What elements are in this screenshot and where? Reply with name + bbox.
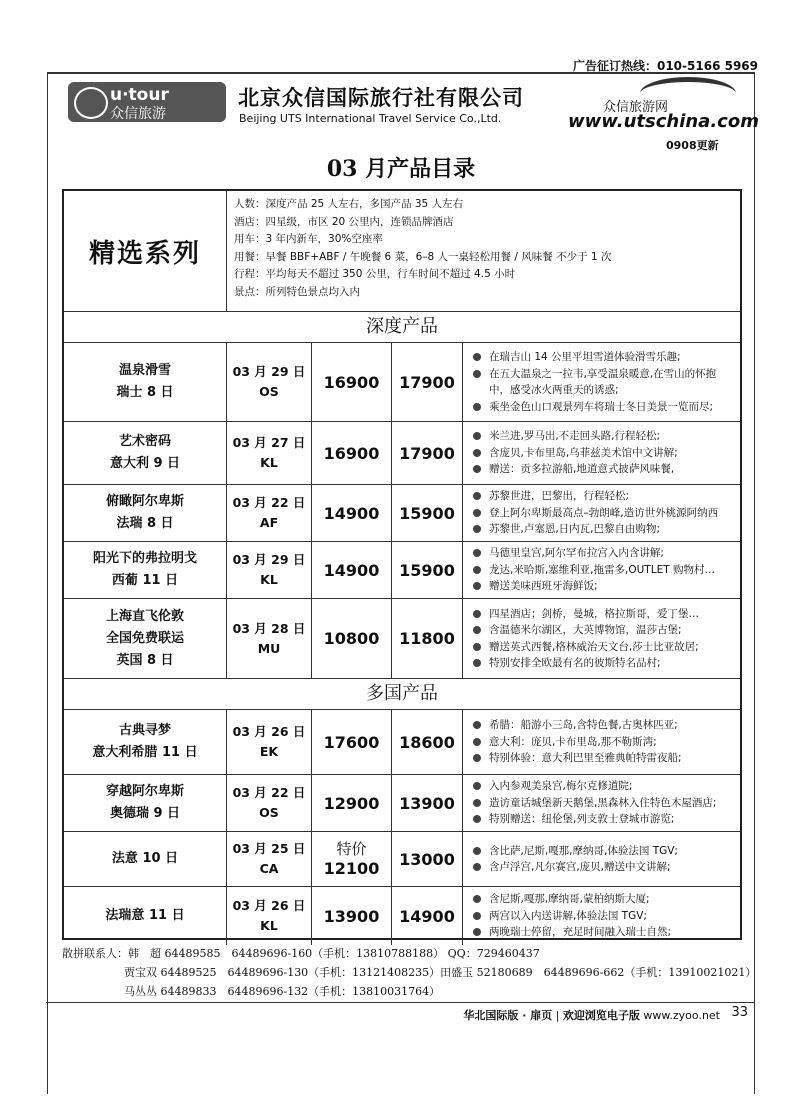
series-info [64, 191, 740, 312]
product-name-line: 温泉滑雪 [118, 363, 171, 378]
logo-text-en: u·tour [110, 85, 169, 105]
product-name-cell [64, 422, 227, 484]
price-cell [312, 485, 392, 541]
departure-cell [227, 422, 312, 484]
feature-item: 造访童话城堡新天鹅堡,黑森林入住特色木屋酒店; [469, 795, 736, 812]
footer-slogan: 欢迎浏览电子版 [562, 1009, 640, 1022]
feature-item: 含温德米尔湖区，大英博物馆，温莎古堡; [469, 622, 736, 639]
departure-date: 03 月 26 日 [232, 724, 306, 739]
series-title: 精选系列 [64, 191, 227, 311]
update-note: 0908更新 [666, 139, 719, 152]
feature-item: 希腊：船游小三岛,含特色餐,古奥林匹亚; [469, 717, 736, 734]
departure-date: 03 月 29 日 [232, 552, 306, 567]
feature-item: 龙达,米哈斯,塞维利亚,拖雷多,OUTLET 购物村… [469, 562, 736, 579]
feature-list [469, 542, 736, 598]
airline-code: CA [259, 861, 279, 876]
departure-date: 03 月 26 日 [232, 898, 306, 913]
departure-date: 03 月 27 日 [232, 435, 306, 450]
price-cell-secondary [392, 775, 463, 831]
price-secondary: 17900 [399, 443, 455, 463]
footer-divider [46, 1002, 754, 1003]
price-cell [312, 599, 392, 678]
feature-item: 米兰进,罗马出,不走回头路,行程轻松; [469, 428, 736, 445]
feature-item: 入内参观美泉宫,梅尔克修道院; [469, 778, 736, 795]
product-name-line: 艺术密码 [118, 434, 171, 449]
product-name-line: 英国 8 日 [116, 652, 174, 668]
contacts [62, 944, 756, 1001]
feature-list [469, 599, 736, 678]
departure-date: 03 月 22 日 [232, 495, 306, 510]
product-name-line: 意大利 9 日 [109, 456, 181, 471]
departure-date: 03 月 22 日 [232, 785, 306, 800]
airline-code: AF [259, 515, 279, 530]
product-name-line: 全国免费联运 [105, 630, 184, 646]
product-name-cell [64, 343, 227, 421]
product-name-line: 法瑞 8 日 [116, 516, 174, 531]
feature-item: 特别安排全欧最有名的彼斯特名品村; [469, 655, 736, 672]
product-name-line: 意大利希腊 11 日 [92, 745, 198, 760]
price-cell [312, 542, 392, 598]
product-name-line: 俯瞰阿尔卑斯 [105, 494, 184, 509]
utour-logo [68, 82, 226, 122]
feature-list [469, 343, 736, 421]
feature-list [469, 422, 736, 484]
price-cell-secondary [392, 343, 463, 421]
departure-cell [227, 832, 312, 886]
feature-item: 登上阿尔卑斯最高点–勃朗峰,造访世外桃源阿纳西 [469, 505, 736, 522]
price-secondary: 18600 [399, 732, 455, 752]
feature-item: 两宫以入内送讲解,体验法国 TGV; [469, 908, 736, 925]
info-line: 人数：深度产品 25 人左右，多国产品 35 人左右 [234, 198, 464, 210]
logo-text-cn: 众信旅游 [110, 106, 166, 122]
feature-list [469, 485, 736, 541]
price-cell [312, 887, 392, 945]
product-name-line: 法意 10 日 [111, 851, 179, 866]
product-name-cell [64, 542, 227, 598]
price-primary: 14900 [323, 503, 380, 523]
product-name-line: 法瑞意 11 日 [105, 908, 185, 923]
airline-code: MU [257, 640, 281, 656]
contact-line: 马丛丛 64489833 64489696-132（手机：13810031764） [124, 985, 441, 998]
feature-list [469, 887, 736, 945]
contact-line: 散拼联系人：韩 超 64489585 64489696-160（手机：13810788188） QQ：729460437 [62, 947, 540, 960]
info-line: 景点：所列特色景点均入内 [234, 285, 360, 298]
product-name-cell [64, 599, 227, 678]
feature-item: 马德里皇宫,阿尔罕布拉宫入内含讲解; [469, 545, 736, 562]
feature-item: 在瑞吉山 14 公里平坦雪道体验滑雪乐趣; [469, 349, 736, 366]
feature-item: 意大利：庞贝,卡布里岛,那不勒斯湾; [469, 734, 736, 751]
airline-code: EK [259, 744, 279, 759]
info-line: 用车：3 年内新车，30%空座率 [234, 233, 383, 245]
departure-cell [227, 775, 312, 831]
product-name-line: 奥德瑞 9 日 [109, 806, 181, 821]
product-name-line: 阳光下的弗拉明戈 [92, 551, 197, 566]
price-cell [312, 343, 392, 421]
product-name-cell [64, 485, 227, 541]
series-info-list [234, 196, 611, 301]
airline-code: KL [260, 455, 278, 470]
product-row [64, 710, 740, 775]
price-primary: 14900 [323, 560, 380, 580]
feature-list [469, 775, 736, 831]
price-cell-secondary [392, 542, 463, 598]
feature-item: 含庞贝,卡布里岛,乌菲兹美术馆中文讲解; [469, 445, 736, 462]
info-line: 行程：平均每天不超过 350 公里，行车时间不超过 4.5 小时 [234, 268, 516, 280]
info-line: 酒店：四星级，市区 20 公里内，连锁品牌酒店 [234, 215, 454, 228]
feature-item: 特别赠送：纽伦堡,列支敦士登城市游览; [469, 811, 736, 828]
product-row [64, 542, 740, 599]
price-cell [312, 710, 392, 774]
company-name-cn: 北京众信国际旅行社有限公司 [238, 86, 524, 110]
product-name-cell [64, 710, 227, 774]
footer-site[interactable]: www.zyoo.net [643, 1009, 720, 1022]
price-primary: 13900 [323, 906, 380, 926]
departure-cell [227, 599, 312, 678]
feature-item: 含尼斯,嘎那,摩纳哥,蒙柏纳斯大厦; [469, 891, 736, 908]
product-name-cell [64, 832, 227, 886]
feature-list [469, 832, 736, 886]
feature-item: 苏黎世,卢塞恩,日内瓦,巴黎自由购物; [469, 521, 736, 538]
website-url[interactable]: www.utschina.com [568, 111, 759, 132]
price-cell-secondary [392, 599, 463, 678]
product-row [64, 422, 740, 485]
feature-item: 四星酒店；剑桥，曼城，格拉斯哥，爱丁堡… [469, 606, 736, 623]
price-secondary: 11800 [399, 629, 455, 648]
feature-item: 乘坐金色山口观景列车将瑞士冬日美景一览而尽; [469, 399, 736, 416]
product-table [62, 189, 742, 940]
feature-item: 两晚瑞士停留，充足时间融入瑞士自然; [469, 924, 736, 941]
product-row [64, 832, 740, 887]
price-secondary: 13900 [399, 793, 455, 813]
price-primary: 10800 [323, 629, 380, 648]
price-cell [312, 832, 392, 886]
price-cell-secondary [392, 710, 463, 774]
departure-date: 03 月 28 日 [232, 620, 306, 636]
feature-item: 在五大温泉之一拉韦,享受温泉暖意,在雪山的怀抱中，感受冰火两重天的诱惑; [469, 366, 736, 399]
product-row [64, 887, 740, 945]
page-number: 33 [731, 1005, 748, 1020]
section-header: 多国产品 [64, 679, 740, 710]
departure-cell [227, 542, 312, 598]
airline-code: OS [259, 384, 279, 399]
airline-code: KL [260, 918, 278, 933]
departure-cell [227, 485, 312, 541]
feature-item: 含卢浮宫,凡尔赛宫,庞贝,赠送中文讲解; [469, 859, 736, 876]
departure-date: 03 月 25 日 [232, 841, 306, 856]
product-row [64, 485, 740, 542]
company-name-en: Beijing UTS International Travel Service Co.,Ltd. [239, 112, 502, 125]
catalog-title: 03 月产品目录 [326, 156, 476, 182]
info-line: 用餐：早餐 BBF+ABF / 午晚餐 6 菜，6–8 人一桌轻松用餐 / 风味餐 不少于 1 次 [234, 250, 612, 263]
price-primary: 12900 [323, 793, 380, 813]
price-secondary: 17900 [399, 372, 455, 392]
feature-list [469, 710, 736, 774]
airline-code: OS [259, 805, 279, 820]
special-price-label: 特价 [336, 840, 367, 858]
section-header: 深度产品 [64, 312, 740, 343]
feature-item: 含比萨,尼斯,嘎那,摩纳哥,体验法国 TGV; [469, 843, 736, 860]
price-cell [312, 422, 392, 484]
price-secondary: 15900 [399, 560, 455, 580]
footer-edition: 华北国际版 · 扉页 [463, 1009, 553, 1022]
feature-item: 苏黎世进，巴黎出，行程轻松; [469, 488, 736, 505]
price-primary: 17600 [323, 732, 380, 752]
product-name-line: 穿越阿尔卑斯 [105, 784, 184, 799]
feature-item: 赠送美味西班牙海鲜饭; [469, 578, 736, 595]
price-primary: 12100 [323, 859, 380, 878]
speech-bubble-icon [74, 87, 108, 119]
product-name-line: 瑞士 8 日 [116, 385, 174, 400]
contact-line: 贾宝双 64489525 64489696-130（手机：13121408235）田盛玉 52180689 64489696-662（手机：13910021021） [124, 966, 757, 979]
airline-code: KL [260, 572, 278, 587]
price-cell-secondary [392, 422, 463, 484]
price-cell [312, 775, 392, 831]
departure-cell [227, 710, 312, 774]
price-cell-secondary [392, 887, 463, 945]
product-name-line: 西葡 11 日 [111, 573, 179, 588]
footer [463, 1007, 720, 1023]
website-name: 众信旅游网 [603, 100, 669, 115]
price-secondary: 14900 [399, 906, 455, 926]
departure-cell [227, 343, 312, 421]
feature-item: 赠送：贡多拉游船,地道意式披萨风味餐, [469, 461, 736, 478]
price-primary: 16900 [323, 372, 380, 392]
feature-item: 特别体验：意大利巴里至雅典帕特雷夜船; [469, 750, 736, 767]
product-name-cell [64, 887, 227, 945]
price-cell-secondary [392, 832, 463, 886]
footer-separator: | [555, 1009, 563, 1022]
price-cell-secondary [392, 485, 463, 541]
product-row [64, 343, 740, 422]
price-secondary: 15900 [399, 503, 455, 523]
price-primary: 16900 [323, 443, 380, 463]
product-row [64, 775, 740, 832]
departure-date: 03 月 29 日 [232, 364, 306, 379]
product-row [64, 599, 740, 679]
product-name-line: 上海直飞伦敦 [105, 608, 184, 624]
product-name-line: 古典寻梦 [118, 723, 171, 738]
product-name-cell [64, 775, 227, 831]
ad-hotline: 广告征订热线：010-5166 5969 [572, 59, 758, 73]
feature-item: 赠送英式西餐,格林威治天文台,莎士比亚故居; [469, 639, 736, 656]
departure-cell [227, 887, 312, 945]
price-secondary: 13000 [399, 849, 455, 869]
